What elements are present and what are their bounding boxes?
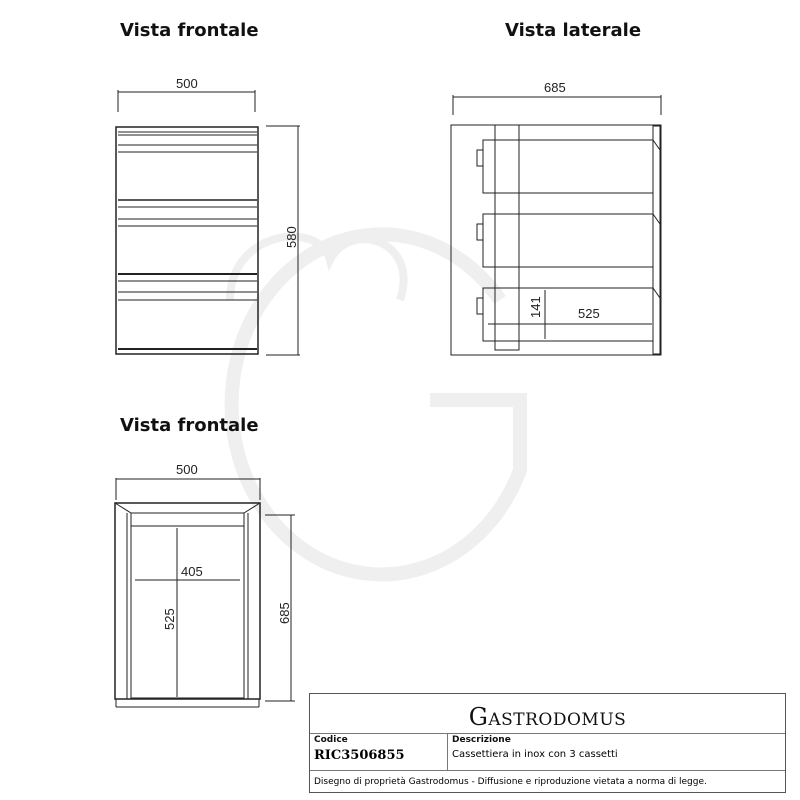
title-block xyxy=(309,693,786,793)
dim-width-top: 500 xyxy=(176,76,198,91)
front-view-title-top: Vista frontale xyxy=(120,20,259,41)
brand-name: ASTRODOMUS xyxy=(488,710,627,730)
side-view-drawing xyxy=(451,95,661,355)
front-view-top-drawing xyxy=(116,90,300,355)
dim-inner-width: 405 xyxy=(181,564,203,579)
dim-side-depth: 685 xyxy=(544,80,566,95)
ownership-notice: Disegno di proprietà Gastrodomus - Diffusione e riproduzione vietata a norma di legge. xyxy=(314,777,707,787)
side-view-title: Vista laterale xyxy=(505,20,642,41)
dim-inner-depth: 525 xyxy=(162,608,177,630)
code-value: RIC3506855 xyxy=(314,748,405,763)
dim-width-bottom: 500 xyxy=(176,462,198,477)
brand-logo xyxy=(310,694,785,734)
dim-drawer-height: 141 xyxy=(528,296,543,318)
code-label: Codice xyxy=(314,735,348,745)
brand-initial: G xyxy=(468,703,489,731)
front-view-bottom-drawing xyxy=(115,478,295,707)
description-label: Descrizione xyxy=(452,735,511,745)
description-value: Cassettiera in inox con 3 cassetti xyxy=(452,749,618,760)
dim-drawer-depth: 525 xyxy=(578,306,600,321)
dim-depth-bottom: 685 xyxy=(277,602,292,624)
dim-height-top: 580 xyxy=(284,226,299,248)
front-view-title-bottom: Vista frontale xyxy=(120,415,259,436)
